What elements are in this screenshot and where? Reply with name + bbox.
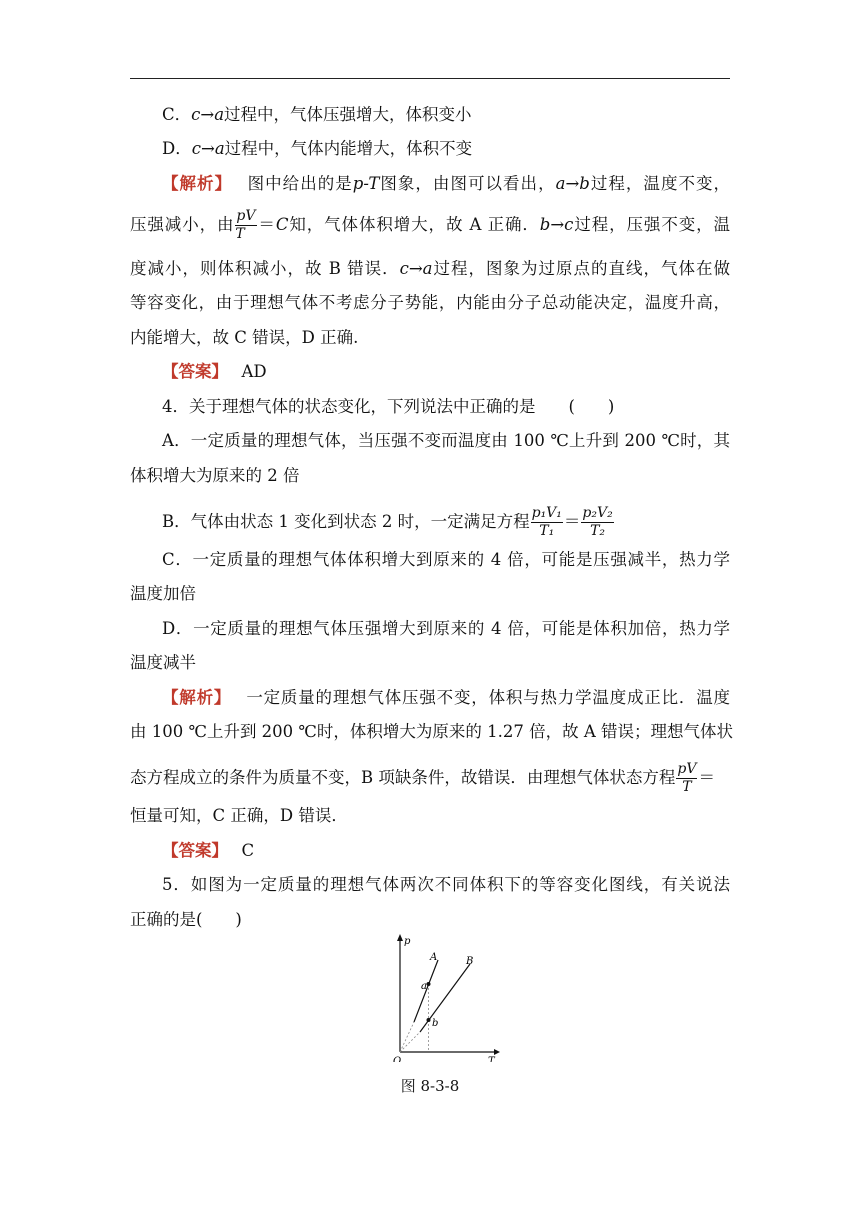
- q4-analysis-line-2: 由 100 ℃上升到 200 ℃时，体积增大为原来的 1.27 倍，故 A 错误；理想气体状: [130, 722, 734, 741]
- figure-caption: 图 8-3-8: [400, 1077, 460, 1095]
- line-b-extension: [400, 1032, 420, 1052]
- origin-label: O: [393, 1056, 402, 1062]
- q5-stem-2: 正确的是( ): [130, 910, 242, 929]
- q3-analysis-line-5: 内能增大，故 C 错误，D 正确.: [130, 328, 359, 347]
- q4-option-c-2: 温度加倍: [130, 584, 196, 603]
- q3-analysis-line-4: 等容变化，由于理想气体不考虑分子势能，内能由分子总动能决定，温度升高，: [130, 293, 730, 312]
- p-axis-arrow: [397, 934, 403, 941]
- q3-analysis-line-3: 度减小，则体积减小，故 B 错误．c→a过程，图象为过原点的直线，气体在做: [130, 259, 730, 278]
- p-axis-label: p: [404, 936, 411, 947]
- analysis-tag: 【解析】: [162, 174, 224, 193]
- line-a-label: A: [430, 952, 438, 963]
- q4-option-c-1: C．一定质量的理想气体体积增大到原来的 4 倍，可能是压强减半，热力学: [162, 550, 730, 569]
- q3-option-c: C．c→a过程中，气体压强增大，体积变小: [162, 105, 472, 124]
- q3-analysis-line-2: 压强减小，由 $\frac{pV}{T}$ ＝C知，气体体积增大，故 A 正确．b→c过程，压强不变，温: [130, 208, 731, 242]
- q4-stem: 4．关于理想气体的状态变化，下列说法中正确的是 ( ): [162, 397, 615, 416]
- fraction-p1v1-over-t1: $\frac{\text{p₁V₁}}{\text{T₁}}$: [531, 505, 562, 539]
- q4-analysis-line-3: 态方程成立的条件为质量不变，B 项缺条件，故错误．由理想气体状态方程 $\frac{pV}{T}$ ＝: [130, 761, 715, 795]
- analysis-tag: 【解析】: [162, 688, 223, 707]
- point-a: [427, 982, 431, 986]
- line-b: [420, 964, 470, 1032]
- q4-analysis-line-1: 【解析】 一定质量的理想气体压强不变，体积与热力学温度成正比．温度: [162, 688, 731, 707]
- q4-option-a-1: A．一定质量的理想气体，当压强不变而温度由 100 ℃上升到 200 ℃时，其: [162, 431, 730, 450]
- point-b: [427, 1018, 431, 1022]
- q4-analysis-line-4: 恒量可知，C 正确，D 错误．: [130, 806, 348, 825]
- q4-answer: 【答案】 C: [162, 841, 255, 860]
- q3-answer: 【答案】 AD: [162, 362, 267, 381]
- point-b-label: b: [432, 1018, 439, 1029]
- t-axis-arrow: [494, 1049, 500, 1055]
- q4-option-d-2: 温度减半: [130, 653, 196, 672]
- answer-tag: 【答案】: [162, 841, 220, 860]
- q3-analysis-line-1: 【解析】 图中给出的是p-T图象，由图可以看出，a→b过程，温度不变，: [162, 174, 731, 193]
- q4-option-d-1: D．一定质量的理想气体压强增大到原来的 4 倍，可能是体积加倍，热力学: [162, 619, 730, 638]
- fraction-pv-over-t: $\frac{pV}{T}$: [235, 208, 256, 242]
- t-axis-label: T: [488, 1056, 495, 1062]
- p-t-diagram: [390, 932, 502, 1062]
- fraction-pv-over-t: $\frac{pV}{T}$: [677, 761, 697, 795]
- point-a-label: a: [421, 981, 427, 992]
- p-t-diagram-svg: [390, 932, 502, 1062]
- fraction-p2v2-over-t2: $\frac{\text{p₂V₂}}{\text{T₂}}$: [582, 505, 613, 539]
- line-a-extension: [400, 1022, 414, 1052]
- header-rule: [130, 78, 730, 79]
- q3-option-d: D．c→a过程中，气体内能增大，体积不变: [162, 139, 473, 158]
- q5-stem-1: 5．如图为一定质量的理想气体两次不同体积下的等容变化图线，有关说法: [162, 875, 730, 894]
- answer-tag: 【答案】: [162, 362, 220, 381]
- q4-option-a-2: 体积增大为原来的 2 倍: [130, 466, 300, 485]
- q4-option-b: B．气体由状态 1 变化到状态 2 时，一定满足方程 $\frac{\text{p₁V₁}}{\text{T₁}}$ ＝ $\frac{\text{p₂V₂}}{\text{T₂}}$: [162, 505, 613, 539]
- line-b-label: B: [466, 956, 474, 967]
